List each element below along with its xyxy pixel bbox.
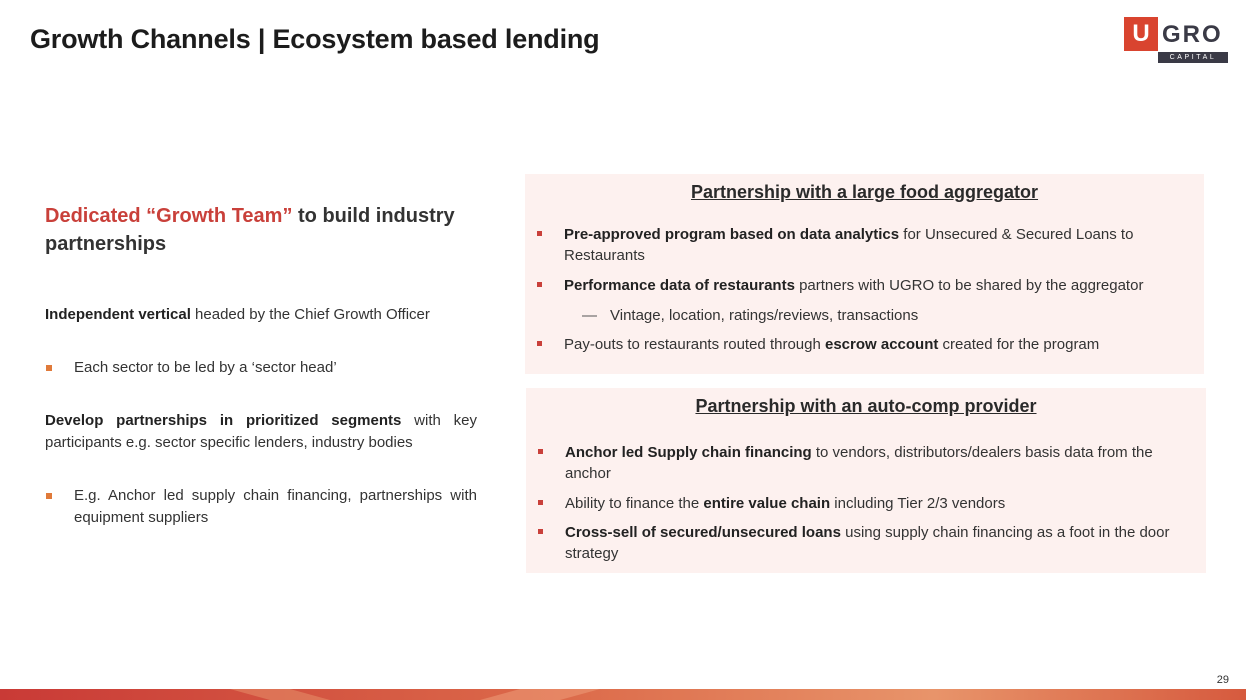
food-sub-bullet: — Vintage, location, ratings/reviews, transactions	[525, 305, 1204, 326]
slide-title: Growth Channels | Ecosystem based lending	[30, 24, 600, 54]
anchor-supply-chain-bullet: E.g. Anchor led supply chain financing, partnerships with equipment suppliers	[45, 485, 477, 529]
heading-accent: Dedicated “Growth Team”	[45, 205, 293, 227]
para1-bold: Independent vertical	[45, 306, 191, 323]
auto-b2-rest: including Tier 2/3 vendors	[830, 495, 1006, 512]
food-b2-bold: Performance data of restaurants	[564, 277, 795, 294]
independent-vertical-paragraph	[45, 304, 477, 326]
develop-partnerships-paragraph	[45, 410, 477, 454]
food-aggregator-title: Partnership with a large food aggregator	[690, 182, 1039, 202]
auto-bullet-1	[526, 442, 1206, 484]
auto-b3-bold: Cross-sell of secured/unsecured loans	[565, 524, 841, 541]
auto-comp-box	[526, 388, 1206, 573]
food-b3-bold: escrow account	[824, 336, 939, 353]
sector-head-bullet: Each sector to be led by a ‘sector head’	[45, 357, 477, 379]
food-bullet-1	[525, 224, 1204, 266]
para1-rest: headed by the Chief Growth Officer	[190, 306, 430, 323]
auto-b2-bold: entire value chain	[703, 495, 831, 512]
auto-b2-pre: Ability to finance the	[565, 495, 704, 512]
logo-capital-text: CAPITAL	[1158, 52, 1228, 63]
auto-b3-rest: using supply chain financing as a foot in the door strategy	[565, 524, 1170, 562]
para2-rest: with key participants e.g. sector specific lenders, industry bodies	[45, 412, 477, 451]
auto-b1-bold: Anchor led Supply chain financing	[565, 444, 812, 461]
food-b3-rest: created for the program	[938, 336, 1100, 353]
ugro-capital-logo	[1124, 17, 1228, 63]
food-b3-pre: Pay-outs to restaurants routed through	[564, 336, 825, 353]
page-number: 29	[1216, 674, 1229, 686]
auto-bullet-3	[526, 522, 1206, 564]
footer-gradient-bar	[0, 689, 1246, 700]
logo-gro-text: GRO	[1162, 21, 1223, 48]
food-b1-rest: for Unsecured & Secured Loans to Restaurants	[564, 226, 1134, 264]
food-bullet-2	[525, 275, 1204, 296]
auto-comp-title: Partnership with an auto-comp provider	[695, 396, 1037, 416]
food-b2-rest: partners with UGRO to be shared by the aggregator	[794, 277, 1144, 294]
logo-u-mark: U	[1124, 17, 1158, 51]
food-aggregator-box	[525, 174, 1204, 374]
left-column	[45, 202, 477, 529]
food-b1-bold: Pre-approved program based on data analytics	[564, 226, 900, 243]
heading-rest: to build industry partnerships	[45, 205, 455, 255]
para2-bold: Develop partnerships in prioritized segments	[45, 412, 402, 429]
food-bullet-3	[525, 334, 1204, 355]
auto-b1-rest: to vendors, distributors/dealers basis data from the anchor	[565, 444, 1153, 482]
growth-team-heading	[45, 202, 477, 258]
auto-bullet-2	[526, 493, 1206, 514]
